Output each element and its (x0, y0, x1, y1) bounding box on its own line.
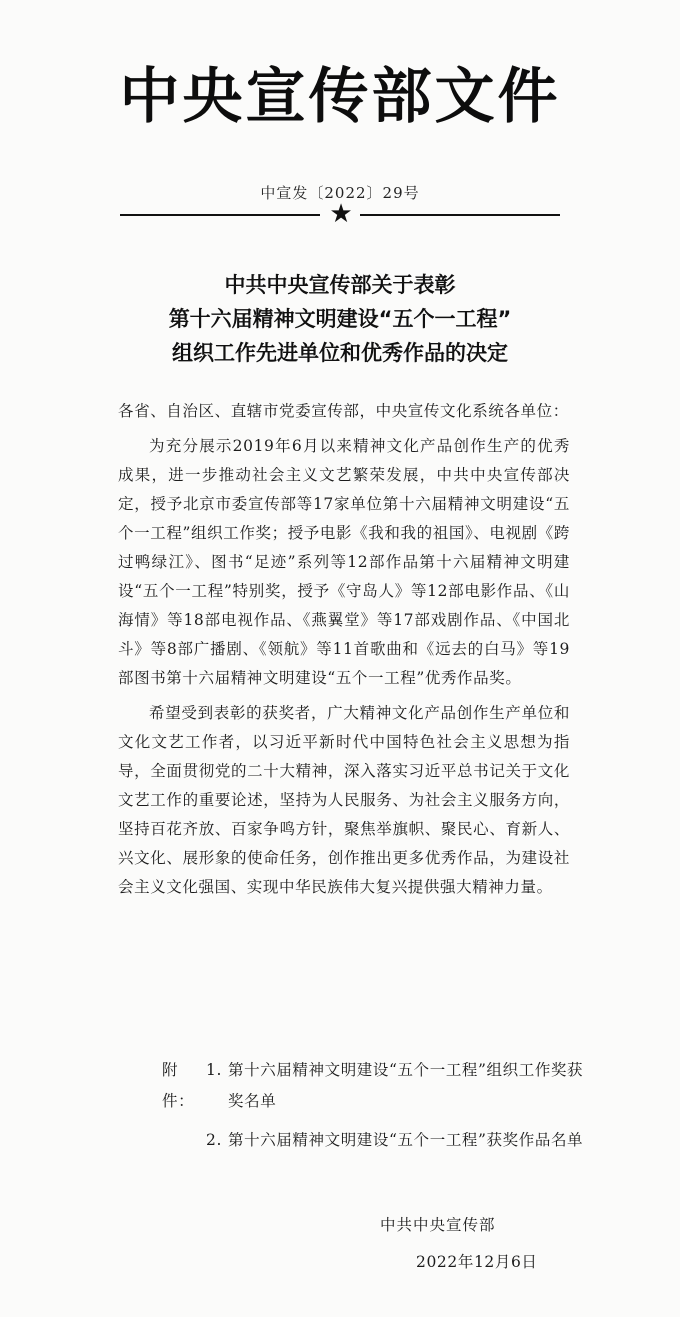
issue-date: 2022年12月6日 (416, 1253, 538, 1271)
decision-title (0, 268, 680, 370)
document-body (118, 397, 570, 908)
attachment-number: 1. (206, 1061, 222, 1079)
header-rule-right (360, 214, 560, 216)
attachment-number: 2. (206, 1131, 222, 1149)
decision-title-line: 组织工作先进单位和优秀作品的决定 (172, 341, 508, 365)
header-rule-left (120, 214, 320, 216)
document-number: 中宣发〔2022〕29号 (260, 184, 420, 202)
star-icon: ★ (329, 199, 353, 229)
attachment-text: 第十六届精神文明建设“五个一工程”获奖作品名单 (228, 1131, 584, 1149)
decision-title-line: 第十六届精神文明建设“五个一工程” (168, 307, 512, 331)
salutation: 各省、自治区、直辖市党委宣传部，中央宣传文化系统各单位： (118, 402, 569, 420)
attachments (162, 1055, 592, 1164)
decision-title-line: 中共中央宣传部关于表彰 (224, 273, 456, 297)
issuer-signature: 中共中央宣传部 (380, 1216, 496, 1234)
body-paragraph: 为充分展示2019年6月以来精神文化产品创作生产的优秀成果，进一步推动社会主义文艺繁荣发展，中共中央宣传部决定，授予北京市委宣传部等17家单位第十六届精神文明建设“五个一工程”组织工作奖；授予电影《我和我的祖国》、电视剧《跨过鸭绿江》、图书“足迹”系列等12部作品第十六届精神文明建设“五个一工程”特别奖，授予《守岛人》等12部电影作品、《山海情》等18部电视作品、《燕翼堂》等17部戏剧作品、《中国北斗》等8部广播剧、《领航》等11首歌曲和《远去的白马》等19部图书第十六届精神文明建设“五个一工程”优秀作品奖。 (118, 437, 570, 687)
body-paragraph: 希望受到表彰的获奖者，广大精神文化产品创作生产单位和文化文艺工作者，以习近平新时代中国特色社会主义思想为指导，全面贯彻党的二十大精神，深入落实习近平总书记关于文化文艺工作的重要论述，坚持为人民服务、为社会主义服务方向，坚持百花齐放、百家争鸣方针，聚焦举旗帜、聚民心、育新人、兴文化、展形象的使命任务，创作推出更多优秀作品，为建设社会主义文化强国、实现中华民族伟大复兴提供强大精神力量。 (118, 704, 570, 896)
attachment-text: 第十六届精神文明建设“五个一工程”组织工作奖获奖名单 (228, 1061, 584, 1110)
attachment-item (162, 1125, 592, 1156)
document-header-title: 中央宣传部文件 (119, 62, 561, 132)
attachments-prefix: 附件： (162, 1061, 195, 1110)
attachments-prefix-spacer (162, 1125, 206, 1156)
attachment-item (162, 1055, 592, 1117)
